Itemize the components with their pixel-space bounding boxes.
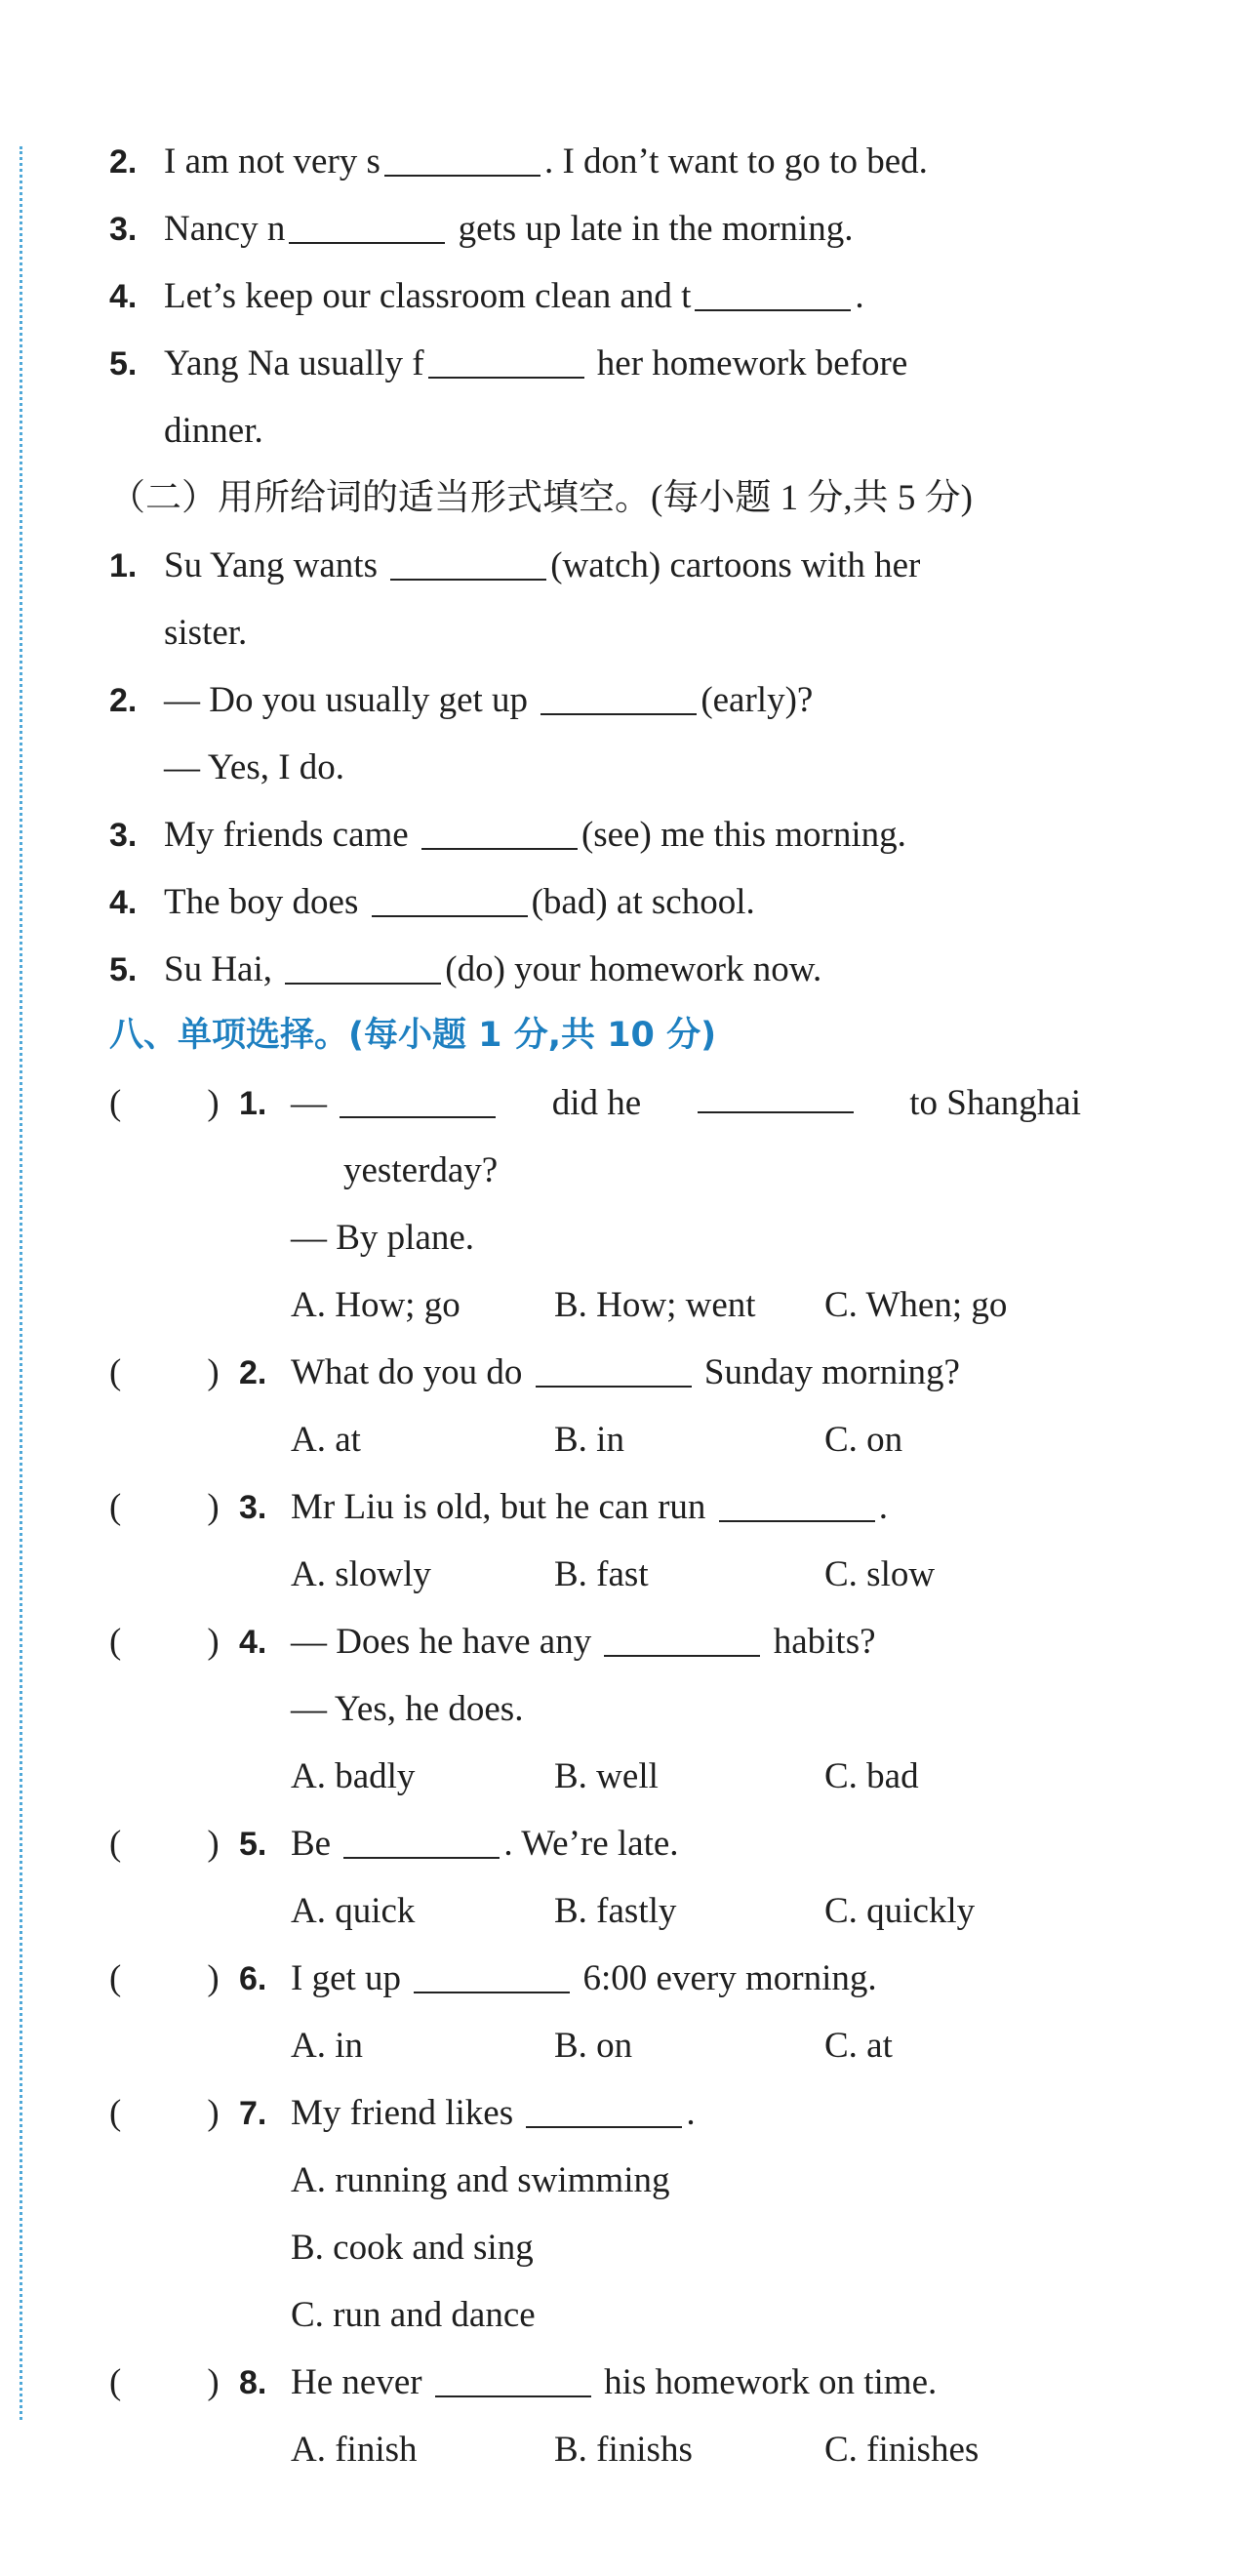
- stem-text: .: [686, 2093, 696, 2133]
- option-a[interactable]: A. in: [291, 2026, 363, 2066]
- bracket-open: (: [109, 2362, 122, 2402]
- answer-blank[interactable]: [384, 145, 540, 177]
- question-number: 7.: [239, 2095, 267, 2132]
- stem-text: Be: [291, 1824, 340, 1864]
- item-continuation: — Yes, I do.: [164, 747, 345, 787]
- option-c[interactable]: C. slow: [824, 1554, 936, 1594]
- question-number: 1.: [239, 1085, 267, 1122]
- item-text: Yang Na usually f: [164, 343, 424, 383]
- answer-bracket[interactable]: [109, 1082, 220, 1125]
- answer-blank[interactable]: [421, 819, 578, 850]
- item-text: The boy does: [164, 882, 368, 922]
- stem-answer-line: — Yes, he does.: [291, 1689, 524, 1729]
- answer-blank[interactable]: [343, 1828, 500, 1859]
- stem-text: .: [878, 1487, 888, 1527]
- option-c[interactable]: C. on: [824, 1420, 903, 1460]
- bracket-open: (: [109, 1622, 122, 1662]
- stem-text: to Shanghai: [909, 1083, 1081, 1123]
- bracket-open: (: [109, 1083, 122, 1123]
- question-stem: [291, 1823, 679, 1866]
- option-b[interactable]: B. finishs: [554, 2430, 693, 2470]
- item-text: .: [855, 276, 864, 316]
- question-number: 5.: [239, 1826, 267, 1863]
- item-text: Su Hai,: [164, 949, 282, 989]
- item-continuation: sister.: [164, 613, 248, 653]
- item-text: (early)?: [701, 680, 814, 720]
- question-stem: [291, 1486, 888, 1529]
- option-b[interactable]: B. How; went: [554, 1285, 756, 1325]
- answer-bracket[interactable]: [109, 1486, 220, 1529]
- bracket-open: (: [109, 1487, 122, 1527]
- option-a[interactable]: A. at: [291, 1420, 361, 1460]
- stem-text: What do you do: [291, 1352, 532, 1392]
- bracket-close: ): [207, 1622, 220, 1662]
- item-continuation: dinner.: [164, 411, 263, 451]
- fill-item-4: [109, 275, 864, 318]
- form-item-1: [109, 544, 920, 587]
- question-number: 8.: [239, 2364, 267, 2401]
- question-stem: [291, 1957, 877, 2000]
- item-text: I am not very s: [164, 141, 380, 181]
- item-text: Nancy n: [164, 209, 286, 249]
- item-number: 4.: [109, 884, 138, 921]
- answer-bracket[interactable]: [109, 2361, 220, 2404]
- bracket-close: ): [207, 1958, 220, 1998]
- form-item-4: [109, 881, 755, 924]
- bracket-open: (: [109, 1824, 122, 1864]
- margin-dotted-line: [20, 146, 22, 2420]
- bracket-close: ): [207, 1083, 220, 1123]
- answer-blank[interactable]: [435, 2366, 591, 2397]
- answer-bracket[interactable]: [109, 1957, 220, 2000]
- item-text: (bad) at school.: [531, 882, 755, 922]
- item-number: 5.: [109, 951, 138, 988]
- question-number: 4.: [239, 1624, 267, 1661]
- item-text: (see) me this morning.: [580, 815, 906, 855]
- form-item-2: [109, 679, 813, 722]
- item-number: 2.: [109, 682, 138, 719]
- stem-text: He never: [291, 2362, 431, 2402]
- answer-blank[interactable]: [390, 549, 546, 581]
- item-number: 4.: [109, 278, 138, 315]
- option-b[interactable]: B. fast: [554, 1554, 649, 1594]
- answer-blank[interactable]: [698, 1082, 854, 1113]
- stem-continuation: yesterday?: [343, 1150, 499, 1190]
- bracket-close: ): [207, 1487, 220, 1527]
- option-b[interactable]: B. on: [554, 2026, 633, 2066]
- option-a[interactable]: A. running and swimming: [291, 2160, 670, 2200]
- item-number: 3.: [109, 211, 138, 248]
- option-b[interactable]: B. fastly: [554, 1891, 677, 1931]
- option-c[interactable]: C. When; go: [824, 1285, 1008, 1325]
- item-text: gets up late in the morning.: [449, 209, 854, 249]
- stem-text: . We’re late.: [503, 1824, 679, 1864]
- item-text: (do) your homework now.: [445, 949, 822, 989]
- answer-bracket[interactable]: [109, 1351, 220, 1394]
- item-text: My friends came: [164, 815, 418, 855]
- form-item-3: [109, 814, 906, 857]
- option-b[interactable]: B. in: [554, 1420, 624, 1460]
- item-number: 3.: [109, 817, 138, 854]
- option-a[interactable]: A. How; go: [291, 1285, 460, 1325]
- item-number: 2.: [109, 143, 138, 181]
- option-a[interactable]: A. badly: [291, 1756, 416, 1796]
- stem-text: — Does he have any: [291, 1622, 601, 1662]
- bracket-open: (: [109, 1958, 122, 1998]
- answer-blank[interactable]: [604, 1626, 760, 1657]
- answer-blank[interactable]: [695, 280, 851, 311]
- bracket-open: (: [109, 1352, 122, 1392]
- item-text: her homework before: [587, 343, 908, 383]
- option-b[interactable]: B. cook and sing: [291, 2228, 534, 2268]
- question-stem: [291, 2092, 696, 2135]
- option-b[interactable]: B. well: [554, 1756, 659, 1796]
- answer-blank[interactable]: [340, 1087, 496, 1118]
- item-text: Let’s keep our classroom clean and t: [164, 276, 692, 316]
- stem-text: 6:00 every morning.: [574, 1958, 877, 1998]
- form-item-5: [109, 948, 821, 991]
- fill-item-5: [109, 342, 907, 385]
- fill-item-2: [109, 141, 928, 183]
- bracket-close: ): [207, 1824, 220, 1864]
- question-number: 6.: [239, 1960, 267, 1997]
- answer-bracket[interactable]: [109, 1621, 220, 1664]
- answer-blank[interactable]: [289, 213, 445, 244]
- answer-blank[interactable]: [719, 1491, 875, 1522]
- stem-answer-line: — By plane.: [291, 1218, 475, 1258]
- answer-blank[interactable]: [526, 2097, 682, 2128]
- answer-blank[interactable]: [414, 1962, 570, 1993]
- question-number: 2.: [239, 1354, 267, 1391]
- stem-text: his homework on time.: [594, 2362, 938, 2402]
- stem-text: —: [291, 1083, 327, 1123]
- answer-blank[interactable]: [372, 886, 528, 917]
- item-number: 5.: [109, 345, 138, 382]
- answer-bracket[interactable]: [109, 1823, 220, 1866]
- option-a[interactable]: A. finish: [291, 2430, 418, 2470]
- item-text: . I don’t want to go to bed.: [543, 141, 928, 181]
- option-c[interactable]: C. quickly: [824, 1891, 976, 1931]
- question-stem: [291, 1621, 876, 1664]
- option-a[interactable]: A. slowly: [291, 1554, 431, 1594]
- stem-text: Sunday morning?: [695, 1352, 960, 1392]
- question-stem: [291, 2361, 937, 2404]
- question-stem: [291, 1351, 960, 1394]
- stem-text: My friend likes: [291, 2093, 523, 2133]
- answer-blank[interactable]: [540, 684, 697, 715]
- stem-text: Mr Liu is old, but he can run: [291, 1487, 715, 1527]
- option-c[interactable]: C. run and dance: [291, 2295, 536, 2335]
- option-a[interactable]: A. quick: [291, 1891, 416, 1931]
- question-stem: [291, 1082, 1081, 1125]
- fill-item-3: [109, 208, 853, 251]
- option-c[interactable]: C. at: [824, 2026, 893, 2066]
- answer-blank[interactable]: [536, 1356, 692, 1388]
- section-title: 八、单项选择。(每小题 1 分,共 10 分): [109, 1016, 717, 1055]
- bracket-close: ): [207, 1352, 220, 1392]
- answer-blank[interactable]: [428, 347, 584, 379]
- question-number: 3.: [239, 1489, 267, 1526]
- item-text: (watch) cartoons with her: [550, 545, 921, 585]
- stem-text: I get up: [291, 1958, 411, 1998]
- item-text: Su Yang wants: [164, 545, 387, 585]
- option-c[interactable]: C. bad: [824, 1756, 919, 1796]
- bracket-open: (: [109, 2093, 122, 2133]
- item-text: — Do you usually get up: [164, 680, 538, 720]
- item-number: 1.: [109, 547, 138, 584]
- answer-blank[interactable]: [285, 953, 441, 985]
- bracket-close: ): [207, 2362, 220, 2402]
- answer-bracket[interactable]: [109, 2092, 220, 2135]
- section-title: （二）用所给词的适当形式填空。(每小题 1 分,共 5 分): [109, 478, 973, 518]
- stem-text: did he: [551, 1083, 642, 1123]
- bracket-close: ): [207, 2093, 220, 2133]
- option-c[interactable]: C. finishes: [824, 2430, 980, 2470]
- stem-text: habits?: [764, 1622, 876, 1662]
